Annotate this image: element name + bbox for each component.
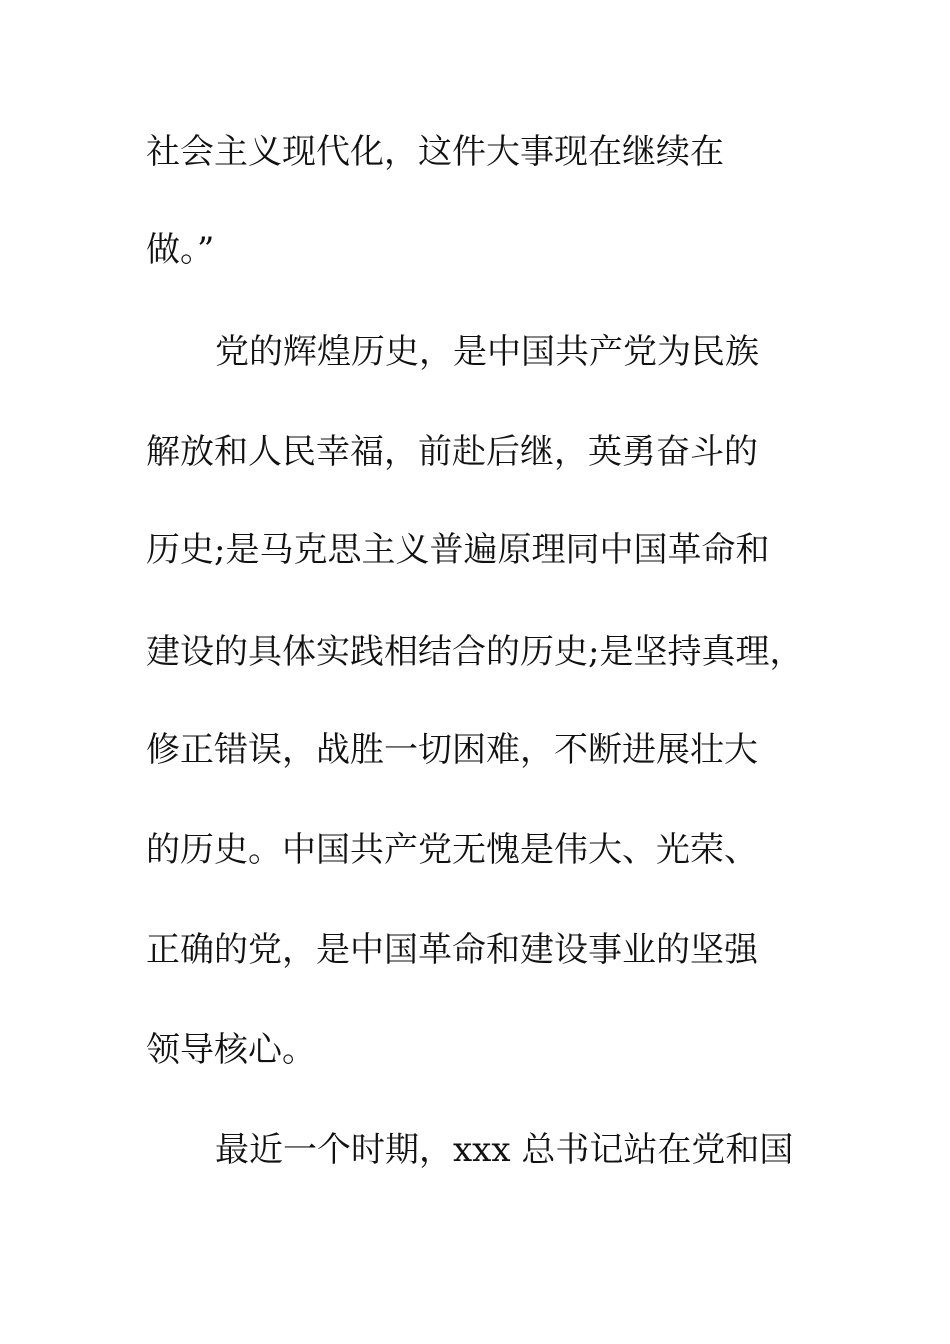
text-line-7: 修正错误，战胜一切困难，不断进展壮大 — [146, 730, 758, 770]
text-line-3: 党的辉煌历史，是中国共产党为民族 — [215, 332, 759, 372]
text-line-10: 领导核心。 — [146, 1030, 316, 1070]
text-line-2: 做。” — [146, 230, 215, 270]
text-line-1: 社会主义现代化，这件大事现在继续在 — [146, 132, 724, 172]
text-line-6: 建设的具体实践相结合的历史;是坚持真理， — [146, 632, 804, 672]
text-line-9: 正确的党，是中国革命和建设事业的坚强 — [146, 930, 758, 970]
text-line-5: 历史;是马克思主义普遍原理同中国革命和 — [146, 530, 770, 570]
text-line-11: 最近一个时期，xxx 总书记站在党和国 — [215, 1130, 794, 1170]
text-line-8: 的历史。中国共产党无愧是伟大、光荣、 — [146, 830, 758, 870]
text-line-4: 解放和人民幸福，前赴后继，英勇奋斗的 — [146, 432, 758, 472]
